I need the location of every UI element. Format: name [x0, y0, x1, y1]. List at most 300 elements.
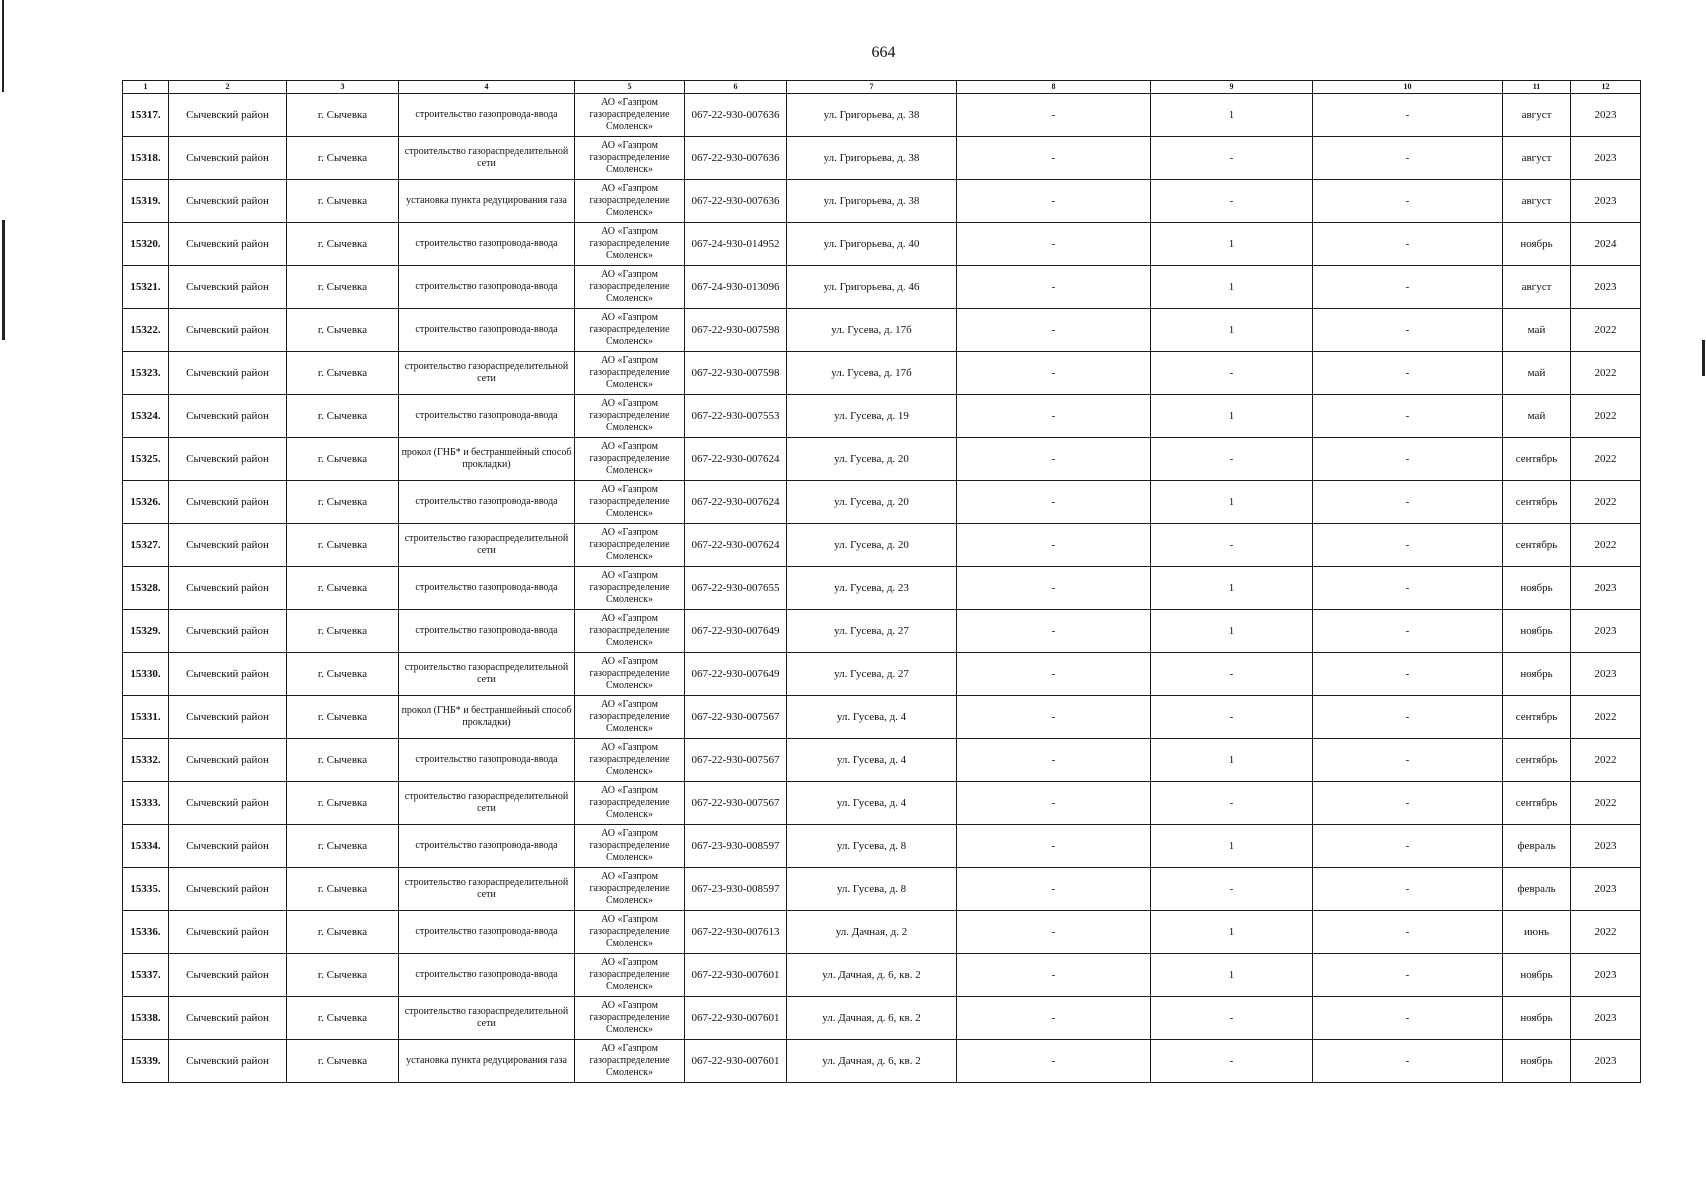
year-cell: 2023 — [1571, 868, 1641, 911]
organization-cell: АО «Газпром газораспределение Смоленск» — [575, 438, 685, 481]
column-10-cell: - — [1313, 94, 1503, 137]
column-10-cell: - — [1313, 352, 1503, 395]
organization-cell: АО «Газпром газораспределение Смоленск» — [575, 223, 685, 266]
town-cell: г. Сычевка — [287, 137, 399, 180]
row-number-cell: 15332. — [123, 739, 169, 782]
year-cell: 2022 — [1571, 309, 1641, 352]
organization-cell: АО «Газпром газораспределение Смоленск» — [575, 739, 685, 782]
month-cell: сентябрь — [1503, 481, 1571, 524]
column-8-cell: - — [957, 868, 1151, 911]
column-9-cell: - — [1151, 782, 1313, 825]
column-10-cell: - — [1313, 180, 1503, 223]
address-cell: ул. Григорьева, д. 46 — [787, 266, 957, 309]
table-row — [123, 954, 1641, 997]
month-cell: сентябрь — [1503, 438, 1571, 481]
column-9-cell: - — [1151, 438, 1313, 481]
month-cell: август — [1503, 266, 1571, 309]
work-type-cell: строительство газопровода-ввода — [399, 610, 575, 653]
column-10-cell: - — [1313, 223, 1503, 266]
column-9-cell: 1 — [1151, 825, 1313, 868]
table-row — [123, 1040, 1641, 1083]
district-cell: Сычевский район — [169, 223, 287, 266]
column-10-cell: - — [1313, 266, 1503, 309]
town-cell: г. Сычевка — [287, 180, 399, 223]
town-cell: г. Сычевка — [287, 825, 399, 868]
column-8-cell: - — [957, 524, 1151, 567]
column-8-cell: - — [957, 739, 1151, 782]
year-cell: 2022 — [1571, 438, 1641, 481]
table-row — [123, 438, 1641, 481]
row-number-cell: 15323. — [123, 352, 169, 395]
district-cell: Сычевский район — [169, 180, 287, 223]
organization-cell: АО «Газпром газораспределение Смоленск» — [575, 954, 685, 997]
town-cell: г. Сычевка — [287, 739, 399, 782]
column-9-cell: 1 — [1151, 309, 1313, 352]
column-header: 9 — [1151, 81, 1313, 94]
column-9-cell: 1 — [1151, 481, 1313, 524]
month-cell: август — [1503, 94, 1571, 137]
table-row — [123, 137, 1641, 180]
register-sheet — [122, 80, 1641, 1083]
district-cell: Сычевский район — [169, 739, 287, 782]
town-cell: г. Сычевка — [287, 610, 399, 653]
application-code-cell: 067-22-930-007636 — [685, 137, 787, 180]
work-type-cell: строительство газораспределительной сети — [399, 137, 575, 180]
column-9-cell: 1 — [1151, 266, 1313, 309]
application-code-cell: 067-22-930-007567 — [685, 782, 787, 825]
district-cell: Сычевский район — [169, 997, 287, 1040]
table-row — [123, 782, 1641, 825]
address-cell: ул. Григорьева, д. 38 — [787, 94, 957, 137]
district-cell: Сычевский район — [169, 395, 287, 438]
address-cell: ул. Гусева, д. 17б — [787, 352, 957, 395]
district-cell: Сычевский район — [169, 309, 287, 352]
row-number-cell: 15330. — [123, 653, 169, 696]
application-code-cell: 067-22-930-007553 — [685, 395, 787, 438]
column-9-cell: - — [1151, 997, 1313, 1040]
column-10-cell: - — [1313, 438, 1503, 481]
year-cell: 2022 — [1571, 481, 1641, 524]
application-code-cell: 067-22-930-007655 — [685, 567, 787, 610]
work-type-cell: строительство газораспределительной сети — [399, 524, 575, 567]
work-type-cell: строительство газопровода-ввода — [399, 266, 575, 309]
column-8-cell: - — [957, 954, 1151, 997]
district-cell: Сычевский район — [169, 137, 287, 180]
table-row — [123, 739, 1641, 782]
column-8-cell: - — [957, 610, 1151, 653]
column-9-cell: 1 — [1151, 954, 1313, 997]
application-code-cell: 067-23-930-008597 — [685, 825, 787, 868]
column-8-cell: - — [957, 481, 1151, 524]
year-cell: 2022 — [1571, 395, 1641, 438]
year-cell: 2022 — [1571, 739, 1641, 782]
work-type-cell: строительство газопровода-ввода — [399, 481, 575, 524]
row-number-cell: 15326. — [123, 481, 169, 524]
work-type-cell: прокол (ГНБ* и бестраншейный способ прокладки) — [399, 696, 575, 739]
district-cell: Сычевский район — [169, 696, 287, 739]
year-cell: 2023 — [1571, 94, 1641, 137]
organization-cell: АО «Газпром газораспределение Смоленск» — [575, 1040, 685, 1083]
work-type-cell: строительство газопровода-ввода — [399, 309, 575, 352]
town-cell: г. Сычевка — [287, 438, 399, 481]
column-10-cell: - — [1313, 610, 1503, 653]
application-code-cell: 067-22-930-007598 — [685, 309, 787, 352]
work-type-cell: строительство газопровода-ввода — [399, 223, 575, 266]
organization-cell: АО «Газпром газораспределение Смоленск» — [575, 610, 685, 653]
column-header: 7 — [787, 81, 957, 94]
district-cell: Сычевский район — [169, 94, 287, 137]
column-8-cell: - — [957, 825, 1151, 868]
application-code-cell: 067-22-930-007567 — [685, 739, 787, 782]
table-row — [123, 653, 1641, 696]
application-code-cell: 067-22-930-007601 — [685, 1040, 787, 1083]
table-row — [123, 309, 1641, 352]
column-10-cell: - — [1313, 739, 1503, 782]
organization-cell: АО «Газпром газораспределение Смоленск» — [575, 997, 685, 1040]
column-header: 3 — [287, 81, 399, 94]
application-code-cell: 067-22-930-007601 — [685, 997, 787, 1040]
address-cell: ул. Дачная, д. 6, кв. 2 — [787, 954, 957, 997]
scan-edge-mark — [2, 220, 5, 340]
year-cell: 2022 — [1571, 524, 1641, 567]
address-cell: ул. Гусева, д. 4 — [787, 782, 957, 825]
column-header: 6 — [685, 81, 787, 94]
address-cell: ул. Гусева, д. 20 — [787, 481, 957, 524]
district-cell: Сычевский район — [169, 438, 287, 481]
application-code-cell: 067-22-930-007567 — [685, 696, 787, 739]
district-cell: Сычевский район — [169, 954, 287, 997]
town-cell: г. Сычевка — [287, 524, 399, 567]
table-row — [123, 610, 1641, 653]
row-number-cell: 15334. — [123, 825, 169, 868]
organization-cell: АО «Газпром газораспределение Смоленск» — [575, 567, 685, 610]
organization-cell: АО «Газпром газораспределение Смоленск» — [575, 524, 685, 567]
district-cell: Сычевский район — [169, 782, 287, 825]
column-header: 4 — [399, 81, 575, 94]
table-row — [123, 825, 1641, 868]
register-table — [122, 80, 1641, 1083]
column-9-cell: 1 — [1151, 911, 1313, 954]
column-10-cell: - — [1313, 524, 1503, 567]
month-cell: сентябрь — [1503, 782, 1571, 825]
column-header: 12 — [1571, 81, 1641, 94]
row-number-cell: 15331. — [123, 696, 169, 739]
table-row — [123, 94, 1641, 137]
year-cell: 2023 — [1571, 1040, 1641, 1083]
town-cell: г. Сычевка — [287, 395, 399, 438]
column-8-cell: - — [957, 395, 1151, 438]
organization-cell: АО «Газпром газораспределение Смоленск» — [575, 868, 685, 911]
organization-cell: АО «Газпром газораспределение Смоленск» — [575, 481, 685, 524]
column-8-cell: - — [957, 567, 1151, 610]
address-cell: ул. Гусева, д. 20 — [787, 524, 957, 567]
year-cell: 2023 — [1571, 610, 1641, 653]
column-9-cell: - — [1151, 653, 1313, 696]
year-cell: 2024 — [1571, 223, 1641, 266]
year-cell: 2023 — [1571, 137, 1641, 180]
column-8-cell: - — [957, 438, 1151, 481]
town-cell: г. Сычевка — [287, 266, 399, 309]
column-9-cell: - — [1151, 137, 1313, 180]
scan-edge-mark — [1702, 340, 1705, 376]
column-10-cell: - — [1313, 1040, 1503, 1083]
month-cell: февраль — [1503, 825, 1571, 868]
month-cell: август — [1503, 137, 1571, 180]
column-9-cell: 1 — [1151, 610, 1313, 653]
table-row — [123, 567, 1641, 610]
work-type-cell: строительство газораспределительной сети — [399, 653, 575, 696]
column-header: 11 — [1503, 81, 1571, 94]
work-type-cell: строительство газопровода-ввода — [399, 739, 575, 782]
address-cell: ул. Дачная, д. 2 — [787, 911, 957, 954]
organization-cell: АО «Газпром газораспределение Смоленск» — [575, 94, 685, 137]
month-cell: ноябрь — [1503, 223, 1571, 266]
month-cell: август — [1503, 180, 1571, 223]
table-row — [123, 911, 1641, 954]
address-cell: ул. Дачная, д. 6, кв. 2 — [787, 1040, 957, 1083]
year-cell: 2022 — [1571, 696, 1641, 739]
column-10-cell: - — [1313, 137, 1503, 180]
work-type-cell: строительство газопровода-ввода — [399, 825, 575, 868]
district-cell: Сычевский район — [169, 481, 287, 524]
organization-cell: АО «Газпром газораспределение Смоленск» — [575, 782, 685, 825]
application-code-cell: 067-22-930-007636 — [685, 94, 787, 137]
month-cell: май — [1503, 352, 1571, 395]
organization-cell: АО «Газпром газораспределение Смоленск» — [575, 352, 685, 395]
column-9-cell: 1 — [1151, 223, 1313, 266]
column-header: 5 — [575, 81, 685, 94]
application-code-cell: 067-22-930-007649 — [685, 610, 787, 653]
organization-cell: АО «Газпром газораспределение Смоленск» — [575, 653, 685, 696]
month-cell: сентябрь — [1503, 739, 1571, 782]
address-cell: ул. Гусева, д. 4 — [787, 696, 957, 739]
organization-cell: АО «Газпром газораспределение Смоленск» — [575, 911, 685, 954]
table-row — [123, 395, 1641, 438]
district-cell: Сычевский район — [169, 911, 287, 954]
row-number-cell: 15333. — [123, 782, 169, 825]
column-8-cell: - — [957, 911, 1151, 954]
year-cell: 2022 — [1571, 352, 1641, 395]
header-row — [123, 81, 1641, 94]
town-cell: г. Сычевка — [287, 954, 399, 997]
column-10-cell: - — [1313, 567, 1503, 610]
address-cell: ул. Григорьева, д. 38 — [787, 180, 957, 223]
column-8-cell: - — [957, 309, 1151, 352]
column-9-cell: - — [1151, 696, 1313, 739]
column-8-cell: - — [957, 696, 1151, 739]
organization-cell: АО «Газпром газораспределение Смоленск» — [575, 395, 685, 438]
table-row — [123, 180, 1641, 223]
application-code-cell: 067-22-930-007601 — [685, 954, 787, 997]
organization-cell: АО «Газпром газораспределение Смоленск» — [575, 137, 685, 180]
year-cell: 2023 — [1571, 180, 1641, 223]
row-number-cell: 15321. — [123, 266, 169, 309]
column-9-cell: - — [1151, 352, 1313, 395]
year-cell: 2022 — [1571, 911, 1641, 954]
row-number-cell: 15337. — [123, 954, 169, 997]
address-cell: ул. Дачная, д. 6, кв. 2 — [787, 997, 957, 1040]
column-10-cell: - — [1313, 696, 1503, 739]
address-cell: ул. Гусева, д. 17б — [787, 309, 957, 352]
column-8-cell: - — [957, 352, 1151, 395]
work-type-cell: строительство газораспределительной сети — [399, 868, 575, 911]
year-cell: 2023 — [1571, 653, 1641, 696]
month-cell: июнь — [1503, 911, 1571, 954]
address-cell: ул. Гусева, д. 27 — [787, 610, 957, 653]
organization-cell: АО «Газпром газораспределение Смоленск» — [575, 266, 685, 309]
application-code-cell: 067-24-930-014952 — [685, 223, 787, 266]
column-10-cell: - — [1313, 911, 1503, 954]
column-header: 2 — [169, 81, 287, 94]
column-9-cell: 1 — [1151, 94, 1313, 137]
column-10-cell: - — [1313, 653, 1503, 696]
row-number-cell: 15325. — [123, 438, 169, 481]
month-cell: ноябрь — [1503, 653, 1571, 696]
column-8-cell: - — [957, 782, 1151, 825]
table-row — [123, 997, 1641, 1040]
row-number-cell: 15327. — [123, 524, 169, 567]
address-cell: ул. Гусева, д. 4 — [787, 739, 957, 782]
row-number-cell: 15329. — [123, 610, 169, 653]
column-10-cell: - — [1313, 481, 1503, 524]
application-code-cell: 067-22-930-007598 — [685, 352, 787, 395]
town-cell: г. Сычевка — [287, 352, 399, 395]
column-9-cell: - — [1151, 524, 1313, 567]
column-9-cell: 1 — [1151, 739, 1313, 782]
column-10-cell: - — [1313, 782, 1503, 825]
row-number-cell: 15335. — [123, 868, 169, 911]
district-cell: Сычевский район — [169, 266, 287, 309]
town-cell: г. Сычевка — [287, 696, 399, 739]
town-cell: г. Сычевка — [287, 94, 399, 137]
month-cell: ноябрь — [1503, 567, 1571, 610]
month-cell: сентябрь — [1503, 524, 1571, 567]
column-10-cell: - — [1313, 954, 1503, 997]
column-header: 10 — [1313, 81, 1503, 94]
town-cell: г. Сычевка — [287, 223, 399, 266]
town-cell: г. Сычевка — [287, 567, 399, 610]
address-cell: ул. Гусева, д. 19 — [787, 395, 957, 438]
row-number-cell: 15322. — [123, 309, 169, 352]
row-number-cell: 15339. — [123, 1040, 169, 1083]
column-10-cell: - — [1313, 395, 1503, 438]
application-code-cell: 067-23-930-008597 — [685, 868, 787, 911]
column-8-cell: - — [957, 266, 1151, 309]
row-number-cell: 15320. — [123, 223, 169, 266]
month-cell: ноябрь — [1503, 1040, 1571, 1083]
column-8-cell: - — [957, 1040, 1151, 1083]
town-cell: г. Сычевка — [287, 782, 399, 825]
address-cell: ул. Гусева, д. 8 — [787, 825, 957, 868]
town-cell: г. Сычевка — [287, 997, 399, 1040]
row-number-cell: 15338. — [123, 997, 169, 1040]
application-code-cell: 067-22-930-007613 — [685, 911, 787, 954]
work-type-cell: строительство газопровода-ввода — [399, 911, 575, 954]
district-cell: Сычевский район — [169, 610, 287, 653]
table-row — [123, 223, 1641, 266]
work-type-cell: установка пункта редуцирования газа — [399, 1040, 575, 1083]
application-code-cell: 067-22-930-007624 — [685, 524, 787, 567]
row-number-cell: 15324. — [123, 395, 169, 438]
work-type-cell: строительство газопровода-ввода — [399, 395, 575, 438]
month-cell: май — [1503, 395, 1571, 438]
organization-cell: АО «Газпром газораспределение Смоленск» — [575, 309, 685, 352]
district-cell: Сычевский район — [169, 825, 287, 868]
table-row — [123, 696, 1641, 739]
column-10-cell: - — [1313, 825, 1503, 868]
organization-cell: АО «Газпром газораспределение Смоленск» — [575, 696, 685, 739]
column-8-cell: - — [957, 94, 1151, 137]
column-10-cell: - — [1313, 868, 1503, 911]
table-row — [123, 481, 1641, 524]
work-type-cell: строительство газопровода-ввода — [399, 567, 575, 610]
district-cell: Сычевский район — [169, 524, 287, 567]
month-cell: февраль — [1503, 868, 1571, 911]
year-cell: 2023 — [1571, 567, 1641, 610]
district-cell: Сычевский район — [169, 1040, 287, 1083]
column-8-cell: - — [957, 997, 1151, 1040]
table-row — [123, 266, 1641, 309]
year-cell: 2023 — [1571, 825, 1641, 868]
town-cell: г. Сычевка — [287, 1040, 399, 1083]
work-type-cell: строительство газораспределительной сети — [399, 997, 575, 1040]
year-cell: 2022 — [1571, 782, 1641, 825]
column-9-cell: - — [1151, 868, 1313, 911]
district-cell: Сычевский район — [169, 653, 287, 696]
month-cell: ноябрь — [1503, 997, 1571, 1040]
work-type-cell: строительство газопровода-ввода — [399, 954, 575, 997]
town-cell: г. Сычевка — [287, 911, 399, 954]
column-header: 1 — [123, 81, 169, 94]
table-row — [123, 352, 1641, 395]
year-cell: 2023 — [1571, 997, 1641, 1040]
column-10-cell: - — [1313, 309, 1503, 352]
district-cell: Сычевский район — [169, 352, 287, 395]
month-cell: ноябрь — [1503, 610, 1571, 653]
row-number-cell: 15317. — [123, 94, 169, 137]
application-code-cell: 067-24-930-013096 — [685, 266, 787, 309]
table-row — [123, 868, 1641, 911]
application-code-cell: 067-22-930-007624 — [685, 481, 787, 524]
district-cell: Сычевский район — [169, 567, 287, 610]
table-row — [123, 524, 1641, 567]
year-cell: 2023 — [1571, 954, 1641, 997]
column-8-cell: - — [957, 223, 1151, 266]
application-code-cell: 067-22-930-007636 — [685, 180, 787, 223]
row-number-cell: 15336. — [123, 911, 169, 954]
month-cell: май — [1503, 309, 1571, 352]
town-cell: г. Сычевка — [287, 653, 399, 696]
address-cell: ул. Григорьева, д. 38 — [787, 137, 957, 180]
column-8-cell: - — [957, 180, 1151, 223]
application-code-cell: 067-22-930-007624 — [685, 438, 787, 481]
row-number-cell: 15328. — [123, 567, 169, 610]
page-number: 664 — [871, 44, 896, 61]
column-9-cell: 1 — [1151, 567, 1313, 610]
organization-cell: АО «Газпром газораспределение Смоленск» — [575, 825, 685, 868]
table-body — [123, 94, 1641, 1083]
month-cell: сентябрь — [1503, 696, 1571, 739]
work-type-cell: строительство газопровода-ввода — [399, 94, 575, 137]
address-cell: ул. Гусева, д. 8 — [787, 868, 957, 911]
town-cell: г. Сычевка — [287, 309, 399, 352]
column-9-cell: - — [1151, 1040, 1313, 1083]
address-cell: ул. Гусева, д. 27 — [787, 653, 957, 696]
month-cell: ноябрь — [1503, 954, 1571, 997]
organization-cell: АО «Газпром газораспределение Смоленск» — [575, 180, 685, 223]
column-9-cell: 1 — [1151, 395, 1313, 438]
work-type-cell: строительство газораспределительной сети — [399, 352, 575, 395]
